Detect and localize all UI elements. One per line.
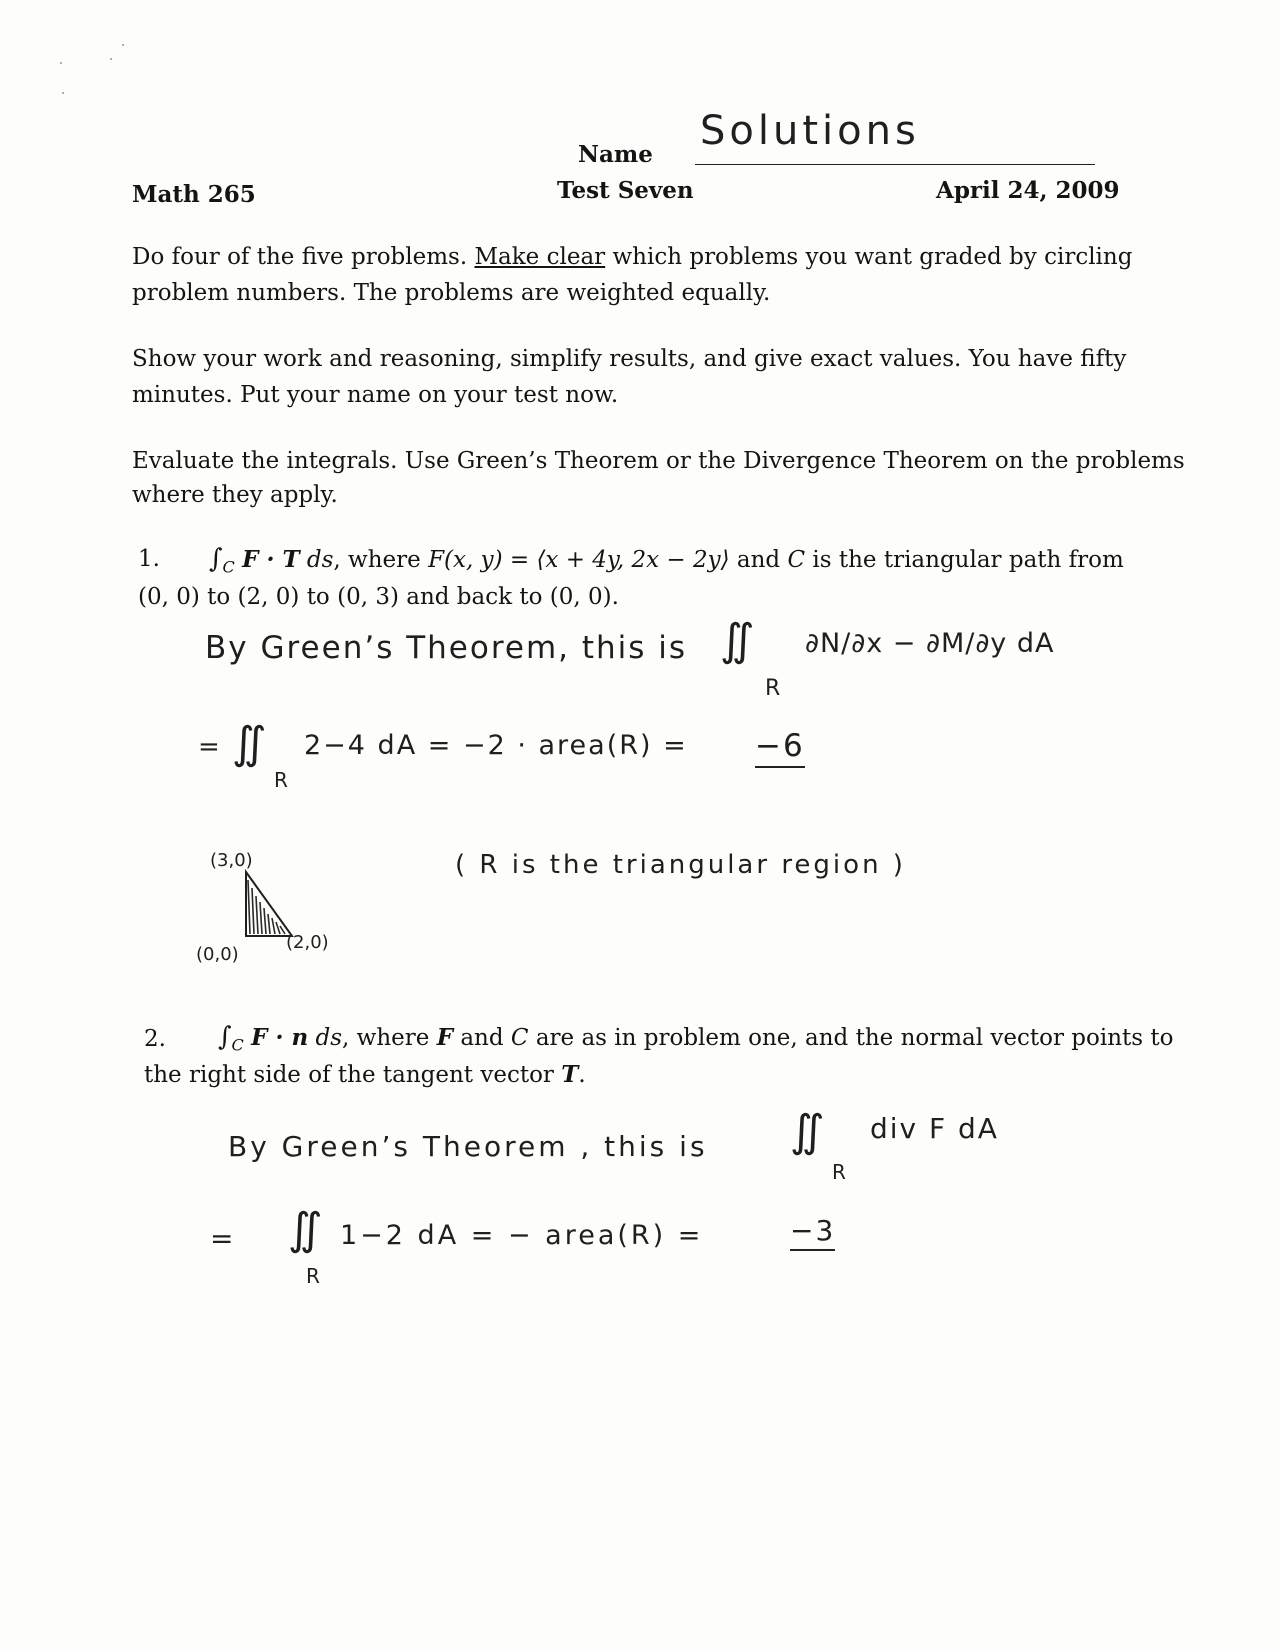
statement-text: , where: [333, 547, 429, 573]
statement-text: , where: [342, 1025, 437, 1051]
curve-symbol: C: [787, 547, 806, 573]
test-date: April 24, 2009: [936, 177, 1120, 204]
instructions-paragraph-1-line-1: [132, 240, 1132, 274]
statement-text: are as in problem one, and the normal vector points to: [528, 1025, 1174, 1051]
p2-solution-line-1-text: By Green’s Theorem , this is: [228, 1130, 708, 1163]
p2-divergence-integrand: div F dA: [870, 1112, 999, 1145]
instructions-paragraph-3-line-1: Evaluate the integrals. Use Green’s Theorem or the Divergence Theorem on the problems: [132, 448, 1185, 474]
p1-greens-integrand: ∂N/∂x − ∂M/∂y dA: [805, 628, 1055, 659]
instruction-emphasis: Make clear: [474, 244, 606, 270]
sketch-label-right: (2,0): [286, 932, 329, 953]
instructions-paragraph-2-line-1: Show your work and reasoning, simplify results, and give exact values. You have fifty: [132, 346, 1127, 372]
problem-1-number: 1.: [138, 546, 160, 572]
scan-speck: [110, 58, 112, 60]
p2-answer: −3: [790, 1214, 835, 1251]
p2-region-subscript: R: [832, 1160, 848, 1184]
integrand: F · n: [251, 1024, 309, 1051]
problem-1-statement-line-2: (0, 0) to (2, 0) to (0, 3) and back to (0, 0).: [138, 584, 619, 610]
scan-speck: [122, 44, 124, 46]
integral-sign: ∫: [218, 1022, 232, 1052]
p1-solution-line-1-text: By Green’s Theorem, this is: [205, 630, 688, 666]
p1-region-subscript-2: R: [274, 768, 290, 792]
integral-sign: ∫: [209, 544, 223, 574]
scan-speck: [62, 92, 64, 94]
problem-1-statement-line-1: [209, 542, 1124, 585]
field-symbol: F: [436, 1024, 454, 1051]
p1-equals: =: [198, 732, 222, 762]
p1-double-integral-2: ∬: [232, 718, 267, 769]
integral-subscript: C: [231, 1035, 244, 1055]
instruction-text: Do four of the five problems.: [132, 244, 475, 270]
triangle-shading: [248, 880, 285, 934]
p1-double-integral: ∬: [720, 615, 755, 666]
name-value: Solutions: [700, 108, 920, 154]
statement-text: and: [729, 547, 788, 573]
p1-computation: 2−4 dA = −2 · area(R) =: [304, 730, 688, 761]
p1-region-note: ( R is the triangular region ): [455, 850, 906, 880]
p1-region-subscript: R: [765, 676, 783, 701]
p2-region-subscript-2: R: [306, 1264, 322, 1288]
problem-2-statement-line-1: [218, 1020, 1173, 1063]
problem-2-statement-line-2: [144, 1058, 586, 1092]
p2-double-integral: ∬: [790, 1106, 825, 1157]
instructions-paragraph-1-line-2: problem numbers. The problems are weighted equally.: [132, 280, 771, 306]
p2-equals: =: [210, 1222, 236, 1255]
tangent-symbol: T: [561, 1061, 579, 1088]
instructions-paragraph-3-line-2: where they apply.: [132, 482, 338, 508]
triangle-sketch: [230, 866, 310, 942]
scan-speck: [60, 62, 62, 64]
p2-computation: 1−2 dA = − area(R) =: [340, 1220, 704, 1251]
problem-2-number: 2.: [144, 1026, 166, 1052]
name-underline: [695, 164, 1095, 165]
p1-answer: −6: [755, 728, 805, 768]
integral-subscript: C: [222, 557, 235, 577]
instruction-text: which problems you want graded by circling: [605, 244, 1133, 270]
statement-text: is the triangular path from: [805, 547, 1124, 573]
integrand: F · T: [242, 546, 300, 573]
course-title: Math 265: [132, 181, 256, 208]
test-title: Test Seven: [557, 177, 694, 204]
ds: ds: [299, 547, 334, 573]
sketch-label-origin: (0,0): [196, 944, 239, 965]
p2-double-integral-2: ∬: [288, 1204, 323, 1255]
statement-text: the right side of the tangent vector: [144, 1062, 562, 1088]
sketch-label-top: (3,0): [210, 850, 253, 871]
instructions-paragraph-2-line-2: minutes. Put your name on your test now.: [132, 382, 619, 408]
ds: ds: [308, 1025, 343, 1051]
name-label: Name: [578, 141, 653, 168]
statement-text: and: [453, 1025, 511, 1051]
field-definition: F(x, y) = ⟨x + 4y, 2x − 2y⟩: [428, 547, 730, 573]
curve-symbol: C: [510, 1025, 529, 1051]
statement-text: .: [578, 1062, 586, 1088]
